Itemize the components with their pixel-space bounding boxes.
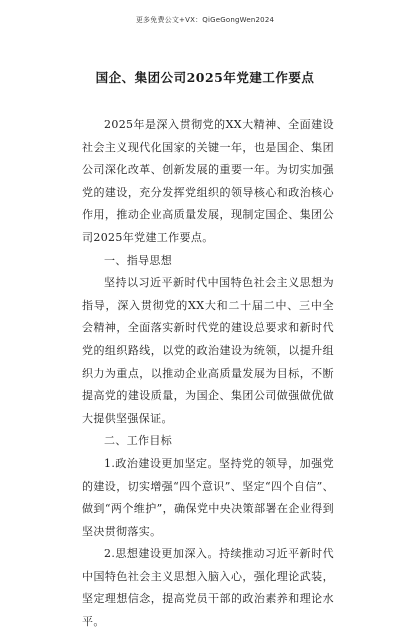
section-heading-work-goals: 二、工作目标 [104, 434, 173, 448]
goal-ideological-construction: 2.思想建设更加深入。持续推动习近平新时代中国特色社会主义思想入脑入心，强化理论武装，坚定理想信念，提高党员干部的政治素养和理论水平。 [82, 547, 334, 629]
section-heading-guiding-ideology: 一、指导思想 [104, 253, 173, 267]
goal-political-construction: 1.政治建设更加坚定。坚持党的领导，加强党的建设，切实增强“四个意识”、坚定“四个自信”、做到“两个维护”，确保党中央决策部署在企业得到坚决贯彻落实。 [82, 456, 334, 538]
intro-paragraph: 2025年是深入贯彻党的XX大精神、全面建设社会主义现代化国家的关键一年，也是国企、集团公司深化改革、创新发展的重要一年。为切实加强党的建设，充分发挥党组织的领导核心和政治核心作用，推动企业高质量发展，现制定国企、集团公司2025年党建工作要点。 [82, 118, 334, 244]
guiding-ideology-paragraph: 坚持以习近平新时代中国特色社会主义思想为指导，深入贯彻党的XX大和二十届二中、三中全会精神，全面落实新时代党的建设总要求和新时代党的组织路线，以党的政治建设为统领，以提升组织力为重点，以推动企业高质量发展为目标，不断提高党的建设质量，为国企、集团公司做强做优做大提供坚强保证。 [82, 276, 334, 425]
document-body [82, 114, 334, 634]
header-note: 更多免费公文+VX：QiGeGongWen2024 [135, 16, 275, 24]
document-title: 国企、集团公司2025年党建工作要点 [95, 70, 315, 85]
